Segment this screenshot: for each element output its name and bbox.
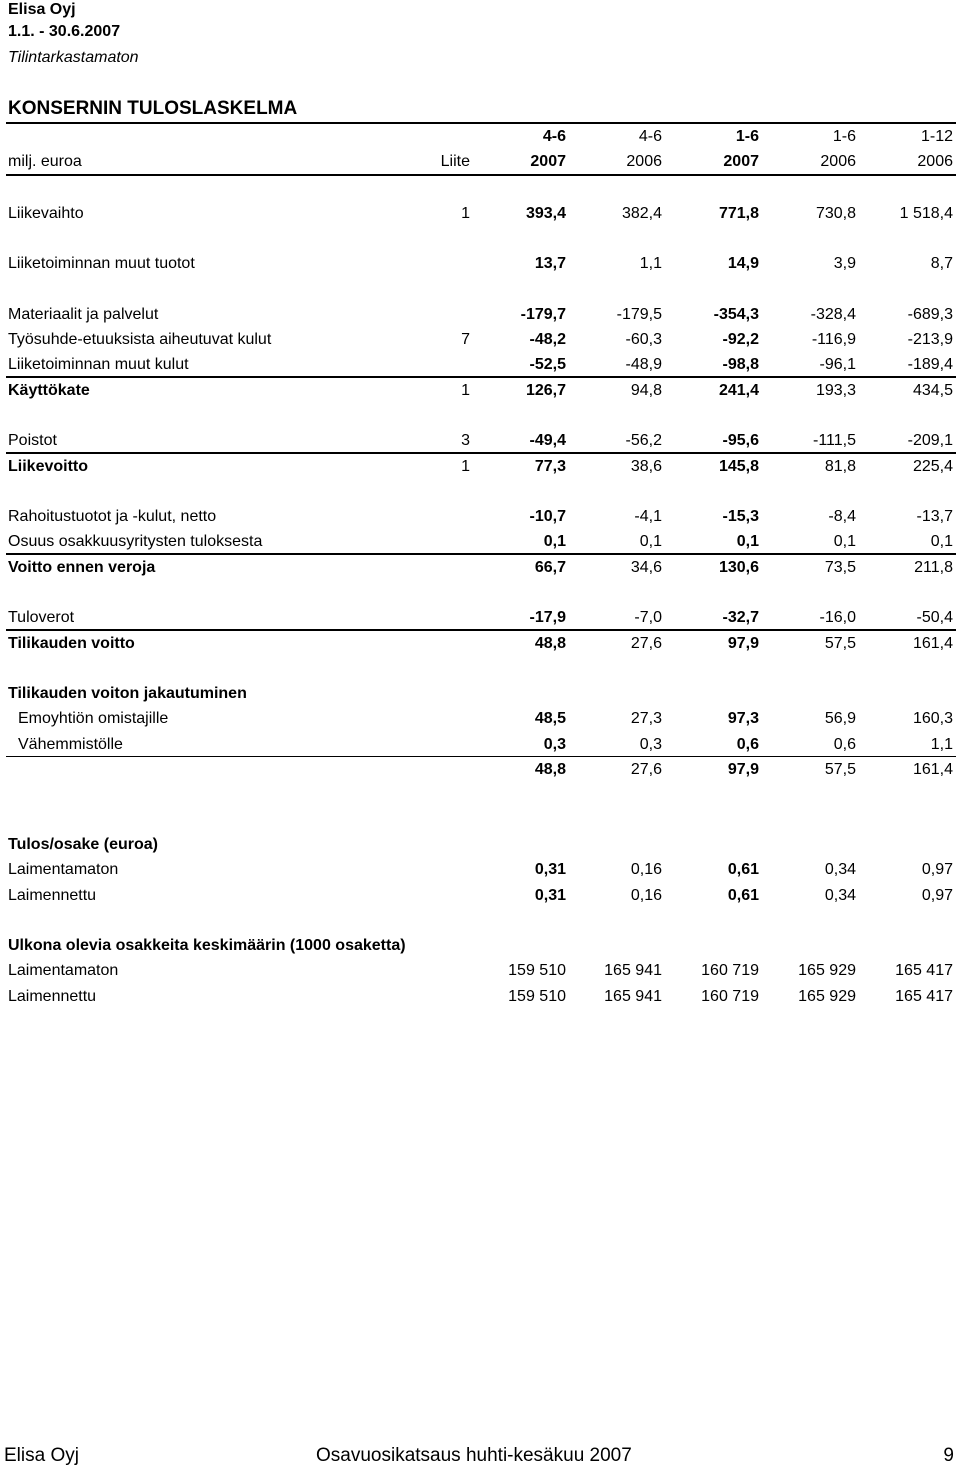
value-cell: 0,1 (543, 533, 566, 550)
value-cell: 94,8 (630, 382, 662, 399)
column-year: 2006 (820, 153, 856, 170)
value-cell: 97,3 (727, 710, 759, 727)
row-other-income (0, 253, 960, 275)
subtotal-rule (6, 452, 956, 454)
row-materials (0, 304, 960, 326)
value-cell: 27,6 (630, 635, 662, 652)
value-cell: 56,9 (824, 710, 856, 727)
column-period: 1-12 (920, 128, 953, 145)
value-cell: 77,3 (534, 458, 566, 475)
row-minority (0, 734, 960, 756)
row-label: Laimennettu (8, 887, 97, 904)
value-cell: -13,7 (916, 508, 953, 525)
page-title: KONSERNIN TULOSLASKELMA (8, 98, 298, 119)
row-label: Työsuhde-etuuksista aiheutuvat kulut (8, 331, 272, 348)
subtotal-rule (6, 629, 956, 631)
value-cell: -7,0 (634, 609, 662, 626)
column-period: 4-6 (542, 128, 566, 145)
value-cell: 0,61 (727, 887, 759, 904)
row-label: Tilikauden voiton jakautuminen (8, 685, 247, 702)
value-cell: 57,5 (824, 761, 856, 778)
row-financial (0, 506, 960, 528)
value-cell: -60,3 (625, 331, 662, 348)
row-label: Voitto ennen veroja (8, 559, 156, 576)
value-cell: 241,4 (718, 382, 759, 399)
value-cell: 130,6 (718, 559, 759, 576)
value-cell: 0,1 (930, 533, 953, 550)
column-year: 2006 (626, 153, 662, 170)
column-period: 1-6 (832, 128, 856, 145)
value-cell: 8,7 (930, 255, 953, 272)
row-shares-diluted (0, 986, 960, 1008)
row-label: Ulkona olevia osakkeita keskimäärin (1000 osaketta) (8, 937, 406, 954)
row-label: Materiaalit ja palvelut (8, 306, 159, 323)
value-cell: 73,5 (824, 559, 856, 576)
value-cell: -209,1 (907, 432, 953, 449)
row-label: Laimentamaton (8, 861, 119, 878)
row-label: Emoyhtiön omistajille (18, 710, 169, 727)
value-cell: -96,1 (819, 356, 856, 373)
value-cell: 160 719 (701, 962, 759, 979)
row-allocation-total (0, 759, 960, 781)
note-ref: 1 (461, 458, 470, 475)
value-cell: -49,4 (529, 432, 566, 449)
column-period: 4-6 (638, 128, 662, 145)
value-cell: 27,6 (630, 761, 662, 778)
value-cell: 393,4 (525, 205, 566, 222)
value-cell: 97,9 (727, 635, 759, 652)
value-cell: 160 719 (701, 988, 759, 1005)
row-label: Liiketoiminnan muut kulut (8, 356, 189, 373)
value-cell: 57,5 (824, 635, 856, 652)
value-cell: -689,3 (907, 306, 953, 323)
value-cell: 730,8 (815, 205, 856, 222)
value-cell: 161,4 (912, 635, 953, 652)
footer-report: Osavuosikatsaus huhti-kesäkuu 2007 (316, 1445, 632, 1466)
value-cell: 14,9 (727, 255, 759, 272)
value-cell: 0,34 (824, 887, 856, 904)
report-period: 1.1. - 30.6.2007 (8, 23, 121, 40)
row-label: Liiketoiminnan muut tuotot (8, 255, 195, 272)
note-ref: 1 (461, 205, 470, 222)
value-cell: 0,1 (833, 533, 856, 550)
value-cell: -48,9 (625, 356, 662, 373)
row-other-expenses (0, 354, 960, 376)
page-number: 9 (943, 1445, 954, 1466)
value-cell: 193,3 (815, 382, 856, 399)
value-cell: 159 510 (508, 988, 566, 1005)
value-cell: -179,5 (616, 306, 662, 323)
row-parent-owners (0, 708, 960, 730)
row-label: Tulos/osake (euroa) (8, 836, 158, 853)
value-cell: -354,3 (713, 306, 759, 323)
value-cell: 0,6 (736, 736, 759, 753)
value-cell: 382,4 (621, 205, 662, 222)
value-cell: 161,4 (912, 761, 953, 778)
value-cell: 0,1 (639, 533, 662, 550)
value-cell: 66,7 (534, 559, 566, 576)
subtotal-rule (6, 376, 956, 378)
value-cell: 145,8 (718, 458, 759, 475)
value-cell: 165 929 (798, 988, 856, 1005)
value-cell: 211,8 (914, 559, 953, 576)
value-cell: 165 417 (895, 988, 953, 1005)
value-cell: -17,9 (529, 609, 566, 626)
value-cell: 0,31 (534, 861, 566, 878)
row-label: Vähemmistölle (18, 736, 123, 753)
row-shares-basic (0, 960, 960, 982)
value-cell: -92,2 (722, 331, 759, 348)
value-cell: -95,6 (722, 432, 759, 449)
value-cell: 48,5 (534, 710, 566, 727)
value-cell: 434,5 (912, 382, 953, 399)
value-cell: -48,2 (529, 331, 566, 348)
row-eps-basic (0, 859, 960, 881)
column-year: 2007 (723, 153, 759, 170)
row-label: Rahoitustuotot ja -kulut, netto (8, 508, 217, 525)
row-revenue (0, 203, 960, 225)
value-cell: 0,16 (630, 861, 662, 878)
value-cell: -50,4 (916, 609, 953, 626)
column-period: 1-6 (735, 128, 759, 145)
header-rule (6, 174, 956, 176)
row-pretax (0, 557, 960, 579)
value-cell: 0,97 (921, 887, 953, 904)
value-cell: 81,8 (824, 458, 856, 475)
value-cell: -213,9 (907, 331, 953, 348)
row-eps-diluted (0, 885, 960, 907)
row-ebit (0, 456, 960, 478)
column-year: 2006 (917, 153, 953, 170)
row-label: Tilikauden voitto (8, 635, 135, 652)
value-cell: 0,61 (727, 861, 759, 878)
row-label: Poistot (8, 432, 57, 449)
column-years-row (0, 151, 960, 173)
value-cell: 1 518,4 (899, 205, 953, 222)
subtotal-rule (6, 756, 956, 757)
note-header: Liite (440, 153, 470, 170)
value-cell: 34,6 (630, 559, 662, 576)
value-cell: 165 417 (895, 962, 953, 979)
value-cell: 0,34 (824, 861, 856, 878)
value-cell: 0,31 (534, 887, 566, 904)
value-cell: 3,9 (833, 255, 856, 272)
value-cell: 38,6 (630, 458, 662, 475)
note-ref: 7 (461, 331, 470, 348)
row-label: Tuloverot (8, 609, 75, 626)
value-cell: 13,7 (534, 255, 566, 272)
value-cell: -116,9 (811, 331, 856, 348)
value-cell: 97,9 (727, 761, 759, 778)
value-cell: 0,3 (543, 736, 566, 753)
value-cell: 48,8 (534, 761, 566, 778)
value-cell: -52,5 (529, 356, 566, 373)
value-cell: 1,1 (930, 736, 953, 753)
column-periods-row (0, 126, 960, 148)
subtotal-rule (6, 553, 956, 555)
row-employee-costs (0, 329, 960, 351)
unaudited-note: Tilintarkastamaton (8, 49, 139, 66)
value-cell: 126,7 (525, 382, 566, 399)
value-cell: -8,4 (828, 508, 856, 525)
value-cell: -111,5 (813, 432, 856, 449)
value-cell: 159 510 (508, 962, 566, 979)
value-cell: 165 941 (604, 962, 662, 979)
value-cell: 0,6 (833, 736, 856, 753)
section-shares (0, 935, 960, 957)
value-cell: -15,3 (722, 508, 759, 525)
value-cell: 0,16 (630, 887, 662, 904)
row-profit (0, 633, 960, 655)
value-cell: 225,4 (912, 458, 953, 475)
value-cell: 0,1 (736, 533, 759, 550)
row-label: Laimentamaton (8, 962, 119, 979)
value-cell: 165 941 (604, 988, 662, 1005)
value-cell: 771,8 (718, 205, 759, 222)
value-cell: -179,7 (520, 306, 566, 323)
value-cell: 160,3 (912, 710, 953, 727)
unit-label: milj. euroa (8, 153, 82, 170)
value-cell: -56,2 (625, 432, 662, 449)
value-cell: 165 929 (798, 962, 856, 979)
row-ebitda (0, 380, 960, 402)
value-cell: 48,8 (534, 635, 566, 652)
row-label: Liikevaihto (8, 205, 84, 222)
value-cell: -32,7 (722, 609, 759, 626)
row-label: Osuus osakkuusyritysten tuloksesta (8, 533, 263, 550)
section-allocation (0, 683, 960, 705)
value-cell: 1,1 (639, 255, 662, 272)
row-associates (0, 531, 960, 553)
title-rule (6, 122, 956, 124)
row-label: Laimennettu (8, 988, 97, 1005)
row-label: Käyttökate (8, 382, 90, 399)
column-year: 2007 (530, 153, 566, 170)
value-cell: -16,0 (819, 609, 856, 626)
row-label: Liikevoitto (8, 458, 89, 475)
note-ref: 3 (461, 432, 470, 449)
section-eps (0, 834, 960, 856)
row-depreciation (0, 430, 960, 452)
value-cell: 27,3 (630, 710, 662, 727)
page-footer (0, 1444, 960, 1468)
value-cell: -10,7 (529, 508, 566, 525)
footer-company: Elisa Oyj (4, 1445, 79, 1466)
value-cell: 0,3 (639, 736, 662, 753)
company-name: Elisa Oyj (8, 1, 76, 18)
value-cell: -328,4 (810, 306, 856, 323)
value-cell: -189,4 (907, 356, 953, 373)
row-taxes (0, 607, 960, 629)
note-ref: 1 (461, 382, 470, 399)
value-cell: 0,97 (921, 861, 953, 878)
value-cell: -98,8 (722, 356, 759, 373)
value-cell: -4,1 (634, 508, 662, 525)
